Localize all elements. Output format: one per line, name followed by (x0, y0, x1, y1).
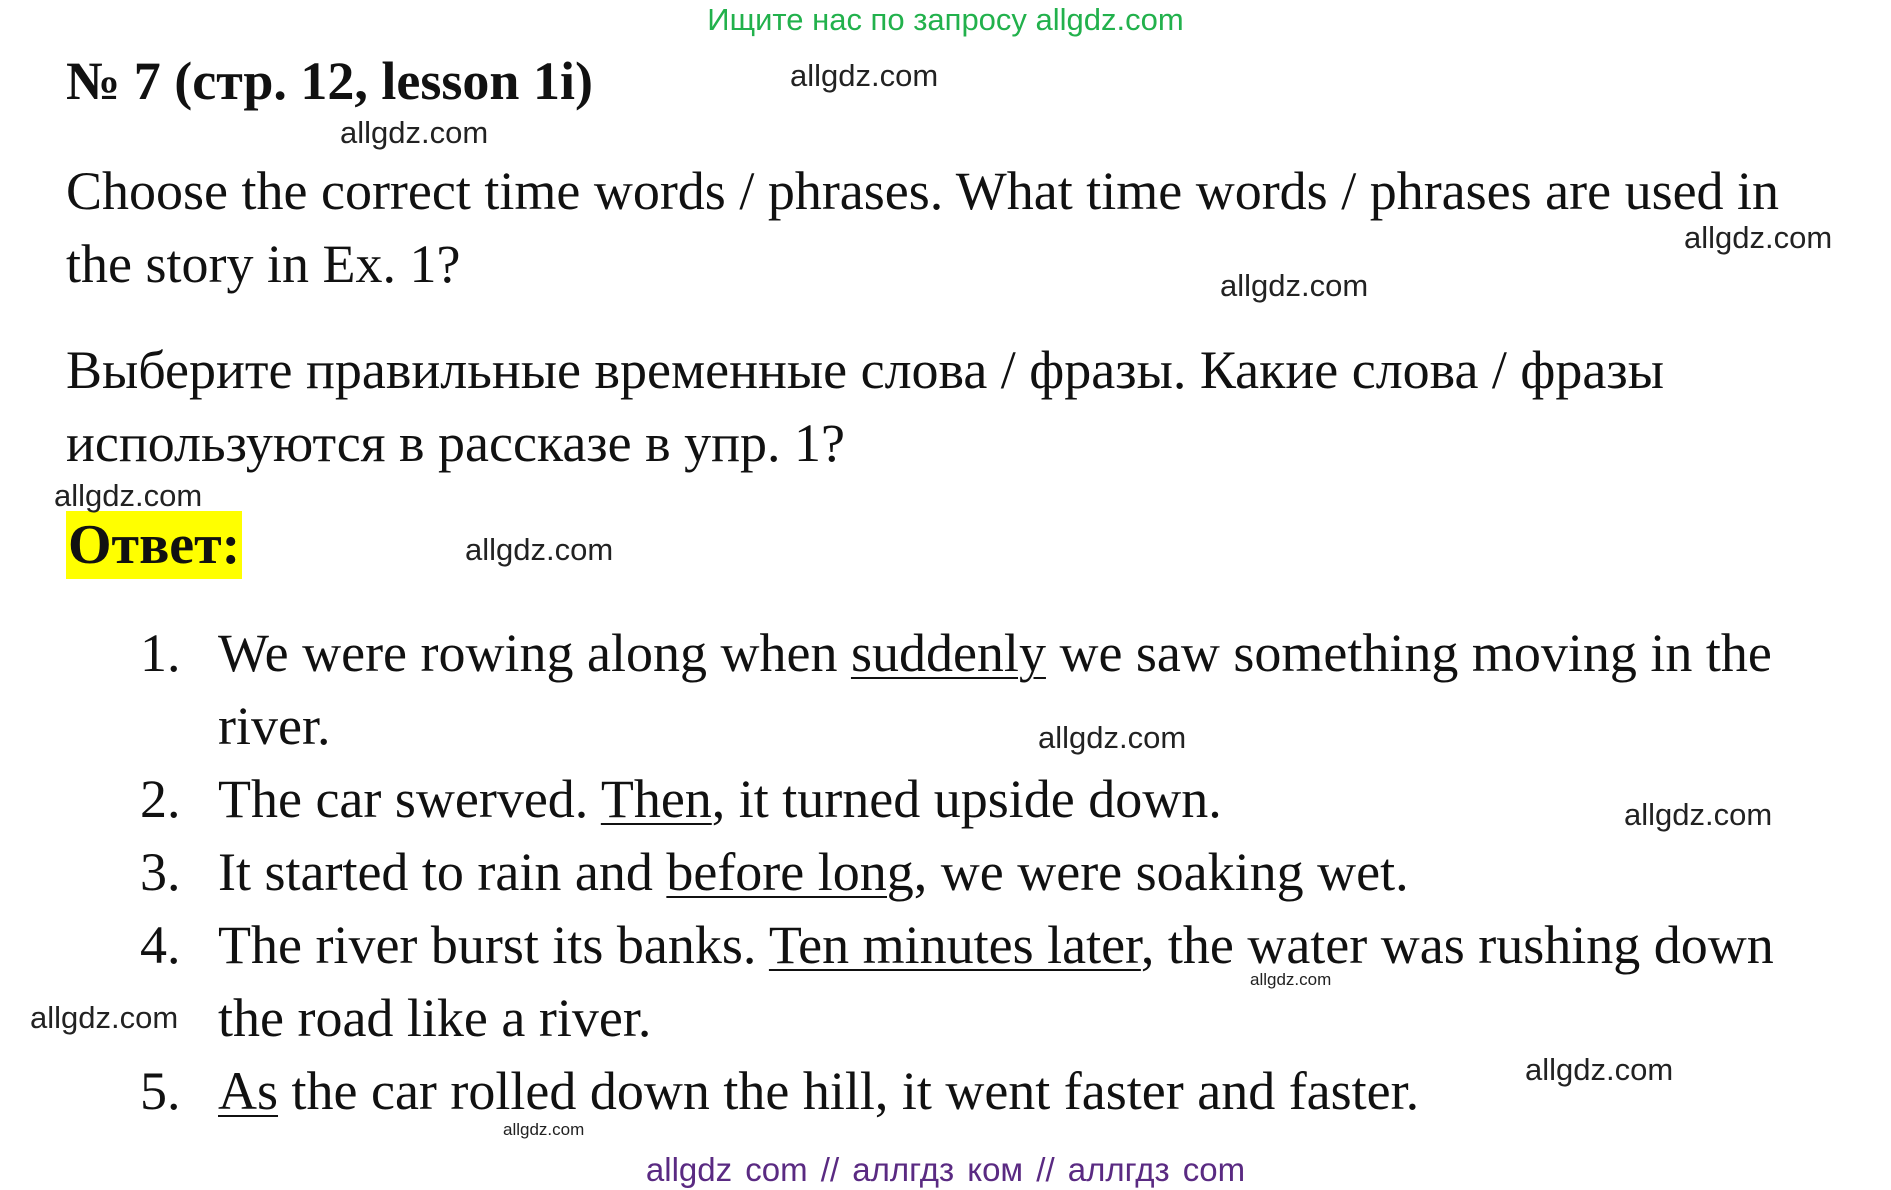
watermark: allgdz.com (1038, 720, 1187, 755)
watermark: allgdz.com (1684, 220, 1833, 255)
watermark: allgdz.com (503, 1120, 585, 1139)
item-text: We were rowing along when (218, 623, 851, 683)
item-text: , we were soaking wet. (913, 842, 1409, 902)
watermark: allgdz.com (54, 478, 203, 513)
item-text: The car swerved. (218, 769, 601, 829)
list-item (0, 763, 1891, 836)
item-number: 2. (140, 769, 181, 829)
watermark: allgdz.com (1624, 797, 1773, 832)
time-phrase: before long (666, 842, 914, 902)
watermark: allgdz.com (790, 58, 939, 93)
item-number: 4. (140, 915, 181, 975)
watermark: allgdz.com (465, 532, 614, 567)
item-number: 3. (140, 842, 181, 902)
instruction-russian: Выберите правильные временные слова / фразы. Какие слова / фразы используются в рассказе в упр. 1? (66, 340, 1664, 473)
time-phrase: Then (600, 769, 712, 829)
watermark: allgdz.com (340, 115, 489, 150)
list-item (0, 909, 1891, 1055)
watermark: allgdz.com (1525, 1052, 1674, 1087)
item-number: 1. (140, 623, 181, 683)
instruction-english: Choose the correct time words / phrases. What time words / phrases are used in the story in Ex. 1? (66, 161, 1780, 294)
item-text: , it turned upside down. (711, 769, 1222, 829)
time-phrase: suddenly (850, 623, 1046, 683)
item-text: we saw something moving in the river. (218, 623, 1772, 756)
list-item (0, 836, 1891, 909)
watermark: allgdz.com (1220, 268, 1369, 303)
time-phrase: Ten minutes later (768, 915, 1141, 975)
item-text: , the water was rushing down the road like a river. (218, 915, 1774, 1048)
watermark: allgdz.com (30, 1000, 179, 1035)
top-banner: Ищите нас по запросу allgdz.com (707, 2, 1184, 37)
item-text: the car rolled down the hill, it went faster and faster. (278, 1061, 1420, 1121)
exercise-title: № 7 (стр. 12, lesson 1i) (66, 51, 593, 111)
watermark: allgdz.com (1250, 970, 1332, 989)
answer-label: Ответ: (66, 511, 242, 579)
item-number: 5. (140, 1061, 181, 1121)
time-phrase: As (218, 1061, 279, 1121)
item-text: It started to rain and (218, 842, 667, 902)
list-item (0, 617, 1891, 763)
item-text: The river burst its banks. (218, 915, 769, 975)
footer-links: allgdz com // аллгдз ком // аллгдз com (645, 1151, 1246, 1188)
